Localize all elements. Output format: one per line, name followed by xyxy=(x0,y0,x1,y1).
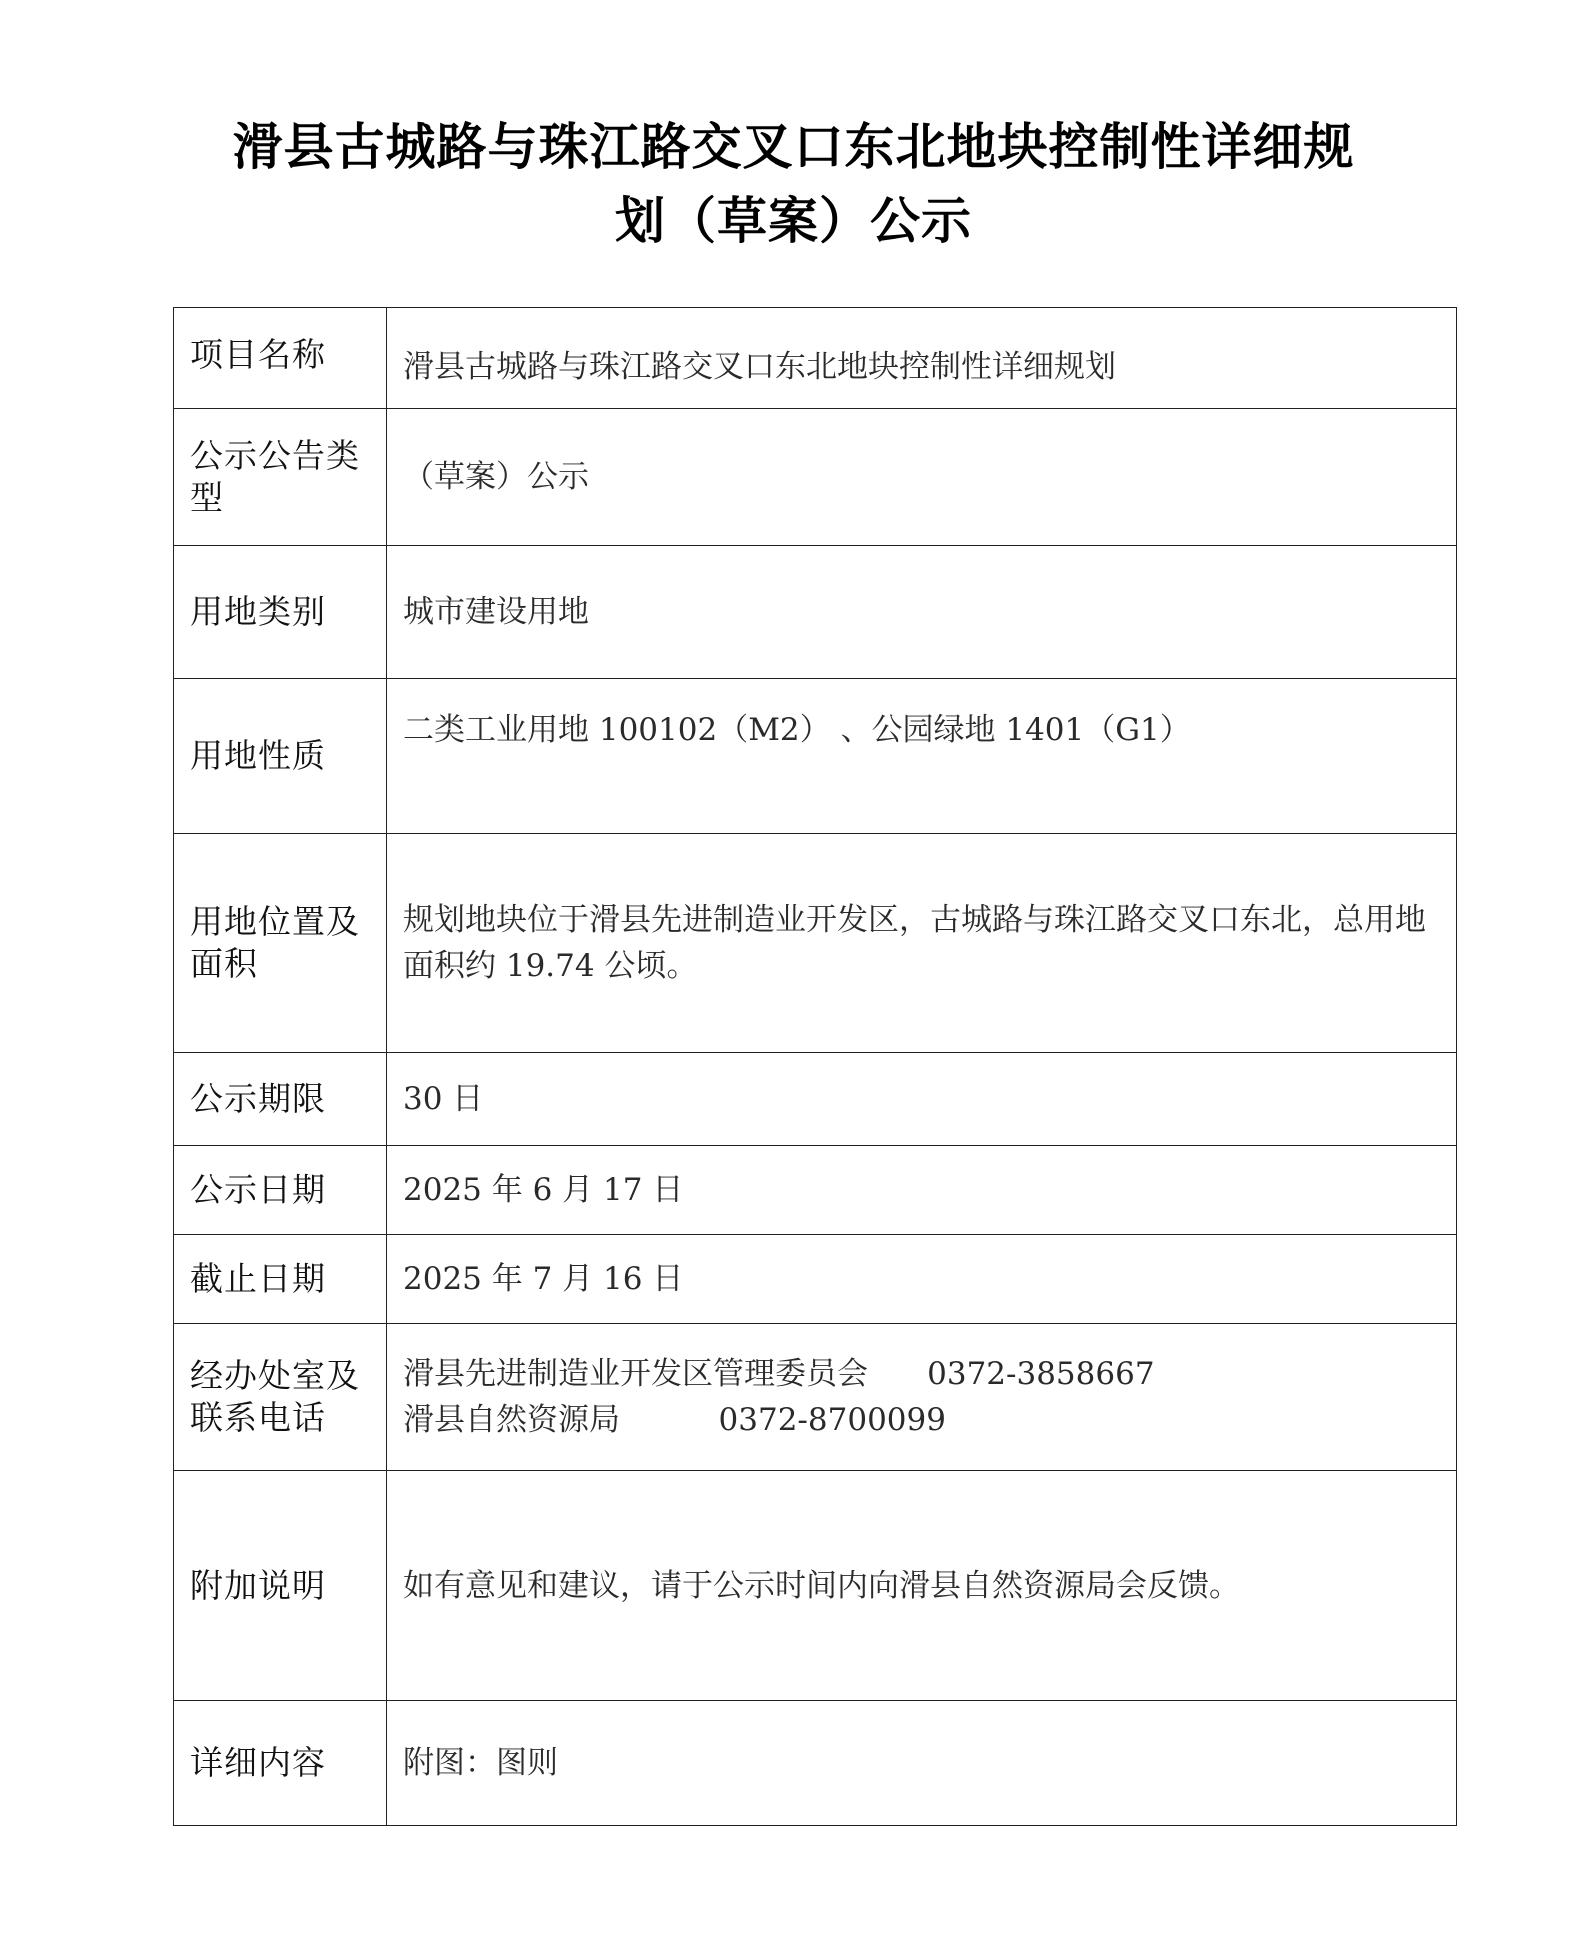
label-period: 公示期限 xyxy=(174,1053,387,1146)
table-row xyxy=(174,1324,1457,1471)
table-row xyxy=(174,1053,1457,1146)
value-details: 附图：图则 xyxy=(387,1701,1457,1826)
value-land-nature: 二类工业用地 100102（M2） 、公园绿地 1401（G1） xyxy=(387,679,1457,834)
page-title xyxy=(0,110,1587,258)
label-end-date: 截止日期 xyxy=(174,1235,387,1324)
value-location-area: 规划地块位于滑县先进制造业开发区，古城路与珠江路交叉口东北，总用地面积约 19.74 公顷。 xyxy=(387,834,1457,1053)
page-title-line-1: 滑县古城路与珠江路交叉口东北地块控制性详细规 xyxy=(232,118,1355,176)
notice-table xyxy=(173,307,1457,1826)
value-notice-type: （草案）公示 xyxy=(387,409,1457,546)
table-row xyxy=(174,308,1457,409)
table-row xyxy=(174,1701,1457,1826)
label-location-area: 用地位置及面积 xyxy=(174,834,387,1053)
table-row xyxy=(174,546,1457,679)
table-row xyxy=(174,834,1457,1053)
table-row xyxy=(174,1471,1457,1701)
label-land-nature: 用地性质 xyxy=(174,679,387,834)
table-row xyxy=(174,409,1457,546)
contact-line-1: 滑县先进制造业开发区管理委员会 0372-3858667 xyxy=(403,1356,1155,1392)
contact-line-2: 滑县自然资源局 0372-8700099 xyxy=(403,1402,946,1438)
table-row xyxy=(174,1235,1457,1324)
label-details: 详细内容 xyxy=(174,1701,387,1826)
value-project-name: 滑县古城路与珠江路交叉口东北地块控制性详细规划 xyxy=(387,308,1457,409)
value-land-category: 城市建设用地 xyxy=(387,546,1457,679)
label-notice-type: 公示公告类型 xyxy=(174,409,387,546)
value-contact xyxy=(387,1324,1457,1471)
label-project-name: 项目名称 xyxy=(174,308,387,409)
label-start-date: 公示日期 xyxy=(174,1146,387,1235)
value-start-date: 2025 年 6 月 17 日 xyxy=(387,1146,1457,1235)
label-contact: 经办处室及联系电话 xyxy=(174,1324,387,1471)
value-remarks: 如有意见和建议，请于公示时间内向滑县自然资源局会反馈。 xyxy=(387,1471,1457,1701)
page-title-line-2: 划（草案）公示 xyxy=(615,192,972,250)
label-remarks: 附加说明 xyxy=(174,1471,387,1701)
value-period: 30 日 xyxy=(387,1053,1457,1146)
table-row xyxy=(174,679,1457,834)
value-end-date: 2025 年 7 月 16 日 xyxy=(387,1235,1457,1324)
table-row xyxy=(174,1146,1457,1235)
label-land-category: 用地类别 xyxy=(174,546,387,679)
